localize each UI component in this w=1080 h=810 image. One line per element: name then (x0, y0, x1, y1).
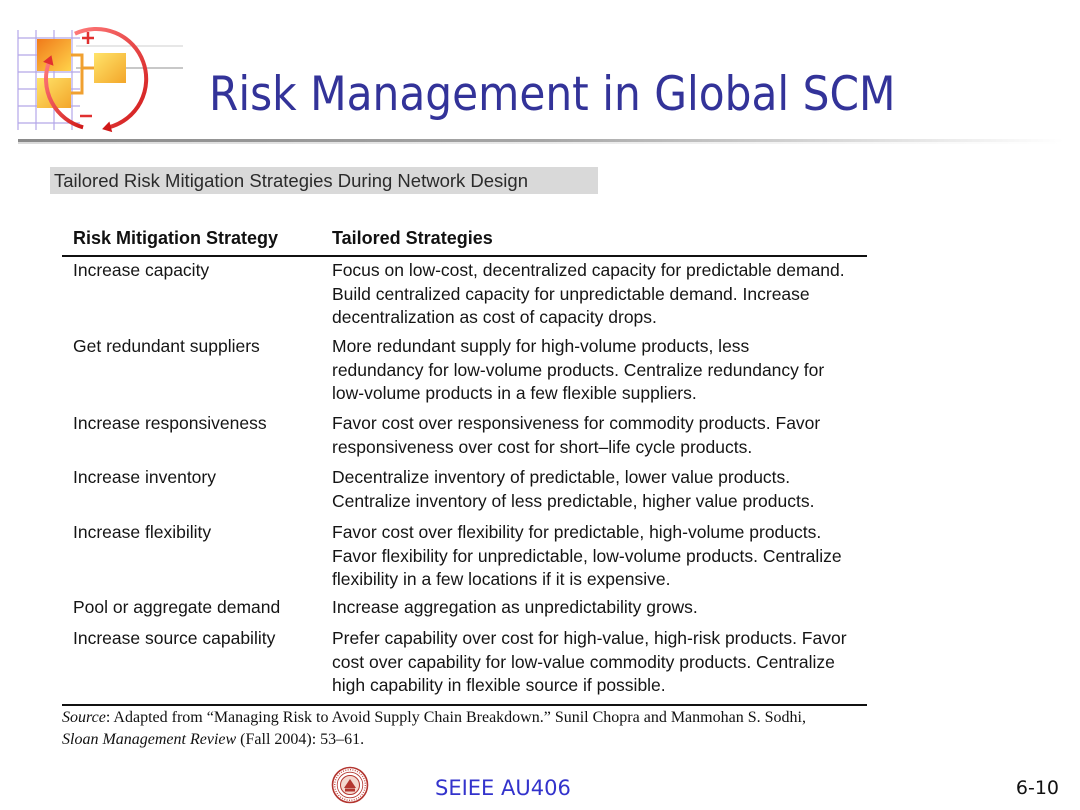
table-row (0, 335, 1080, 415)
source-citation: : Adapted from “Managing Risk to Avoid Supply Chain Breakdown.” Sunil Chopra and Manmohan S. Sodhi, (105, 709, 806, 726)
table-caption-bar (50, 167, 598, 194)
title-underline-shadow (18, 142, 1064, 144)
slide-number: 6-10 (1015, 777, 1059, 799)
tailored-strategy-line: Centralize inventory of less predictable, higher value products. (332, 490, 815, 511)
course-code: SEIEE AU406 (435, 776, 571, 800)
strategy-cell: Increase flexibility (73, 522, 212, 542)
table-caption: Tailored Risk Mitigation Strategies During Network Design (54, 170, 528, 191)
tailored-strategy-line: Prefer capability over cost for high-value, high-risk products. Favor (332, 628, 847, 648)
strategy-cell: Pool or aggregate demand (73, 597, 281, 617)
logo-square-orange (37, 39, 71, 71)
tailored-strategy-line: More redundant supply for high-volume products, less (332, 336, 750, 356)
tailored-strategy-line: responsiveness over cost for short–life cycle products. (332, 436, 753, 457)
source-journal: Sloan Management Review (62, 731, 237, 748)
source-note (62, 707, 806, 751)
tailored-strategy-line: Favor cost over responsiveness for commodity products. Favor (332, 413, 821, 433)
tailored-strategy-line: decentralization as cost of capacity drops. (332, 307, 657, 327)
tailored-strategy-line: Build centralized capacity for unpredictable demand. Increase (332, 283, 810, 304)
tailored-strategy-line: Decentralize inventory of predictable, lower value products. (332, 467, 791, 487)
source-label: Source (62, 709, 106, 726)
tailored-strategy-cell (332, 412, 820, 459)
tailored-strategy-line: Favor flexibility for unpredictable, low-volume products. Centralize (332, 545, 842, 566)
table-row (0, 521, 1080, 601)
tailored-strategy-line: Favor cost over flexibility for predictable, high-volume products. (332, 522, 822, 542)
tailored-strategy-cell (332, 596, 698, 620)
template-logo-icon (16, 26, 186, 134)
logo-square-right (94, 53, 126, 83)
tailored-strategy-cell (332, 627, 847, 698)
tailored-strategy-line: cost over capability for low-value commodity products. Centralize (332, 651, 835, 672)
source-issue: (Fall 2004): 53–61. (236, 731, 365, 748)
university-seal-icon (331, 766, 369, 804)
tailored-strategy-line: low-volume products in a few flexible suppliers. (332, 383, 697, 403)
tailored-strategy-line: high capability in flexible source if possible. (332, 675, 666, 695)
table-bottom-rule (62, 704, 867, 706)
strategy-cell: Increase source capability (73, 628, 276, 648)
column-header-strategy: Risk Mitigation Strategy (73, 228, 279, 248)
table-header-rule (62, 255, 867, 257)
strategy-cell: Increase capacity (73, 260, 210, 280)
slide-title: Risk Management in Global SCM (209, 67, 896, 122)
strategy-cell: Increase responsiveness (73, 413, 267, 433)
table-row (0, 259, 1080, 339)
strategy-cell: Get redundant suppliers (73, 336, 260, 356)
tailored-strategy-line: flexibility in a few locations if it is expensive. (332, 569, 671, 589)
tailored-strategy-cell (332, 521, 842, 592)
column-header-tailored: Tailored Strategies (332, 228, 493, 248)
tailored-strategy-line: Focus on low-cost, decentralized capacity for predictable demand. (332, 260, 845, 280)
tailored-strategy-line: redundancy for low-volume products. Centralize redundancy for (332, 359, 825, 380)
table-row (0, 627, 1080, 707)
source-line (62, 729, 806, 751)
tailored-strategy-cell (332, 259, 845, 330)
logo-guide-lines (76, 46, 183, 68)
tailored-strategy-cell (332, 466, 814, 513)
source-line (62, 707, 806, 729)
logo-plus-sign (82, 32, 94, 44)
strategy-cell: Increase inventory (73, 467, 216, 487)
tailored-strategy-cell (332, 335, 824, 406)
logo-connector (71, 55, 94, 93)
tailored-strategy-line: Increase aggregation as unpredictability grows. (332, 597, 698, 617)
